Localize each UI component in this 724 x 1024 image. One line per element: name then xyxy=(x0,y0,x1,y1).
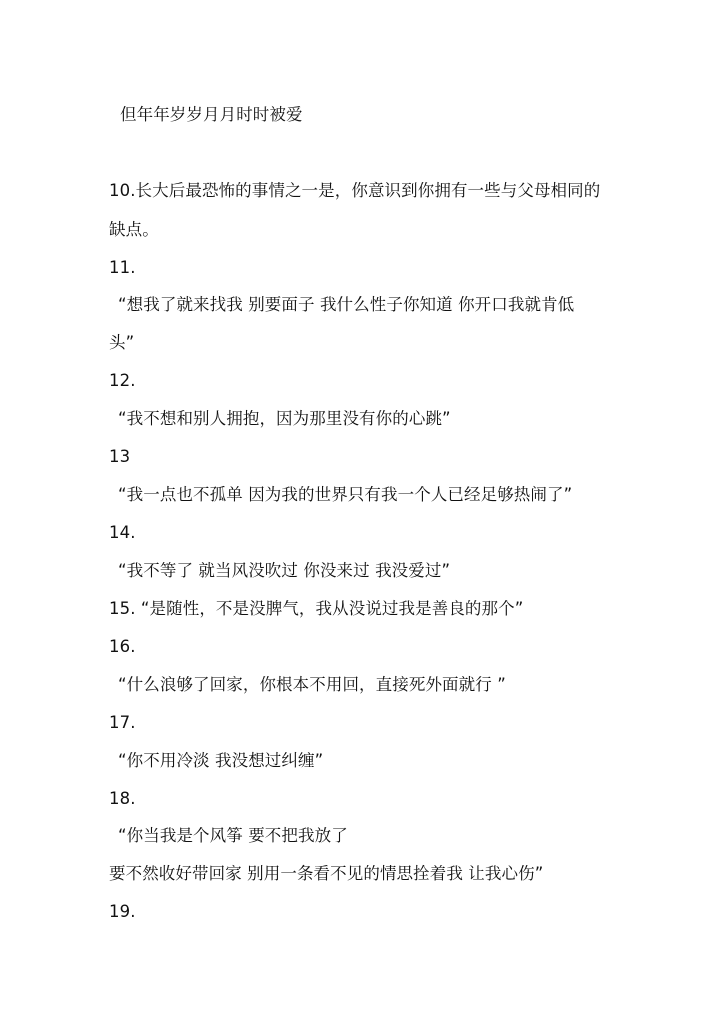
quote-14: “我不等了 就当风没吹过 你没来过 我没爱过” xyxy=(118,561,451,580)
quote-18: “你当我是个风筝 要不把我放了 xyxy=(118,826,348,845)
text-line-love: 但年年岁岁月月时时被爱 xyxy=(120,105,303,124)
item-number-19: 19. xyxy=(109,902,136,921)
quote-13: “我一点也不孤单 因为我的世界只有我一个人已经足够热闹了” xyxy=(118,485,573,504)
text-line-10: 10.长大后最恐怖的事情之一是，你意识到你拥有一些与父母相同的 xyxy=(109,181,601,200)
quote-15: 15. “是随性，不是没脾气，我从没说过我是善良的那个” xyxy=(109,599,524,618)
item-number-11: 11. xyxy=(109,258,136,277)
quote-11-cont: 头” xyxy=(109,333,135,352)
item-number-13: 13 xyxy=(109,447,131,466)
item-number-16: 16. xyxy=(109,637,136,656)
quote-12: “我不想和别人拥抱，因为那里没有你的心跳” xyxy=(118,409,451,428)
item-number-14: 14. xyxy=(109,523,136,542)
item-number-12: 12. xyxy=(109,371,136,390)
item-number-18: 18. xyxy=(109,789,136,808)
quote-18-cont: 要不然收好带回家 别用一条看不见的情思拴着我 让我心伤” xyxy=(109,864,544,883)
quote-11: “想我了就来找我 别要面子 我什么性子你知道 你开口我就肯低 xyxy=(118,295,575,314)
quote-17: “你不用冷淡 我没想过纠缠” xyxy=(118,751,324,770)
quote-16: “什么浪够了回家，你根本不用回，直接死外面就行 ” xyxy=(118,675,506,694)
text-line-10-cont: 缺点。 xyxy=(109,220,159,239)
item-number-17: 17. xyxy=(109,713,136,732)
